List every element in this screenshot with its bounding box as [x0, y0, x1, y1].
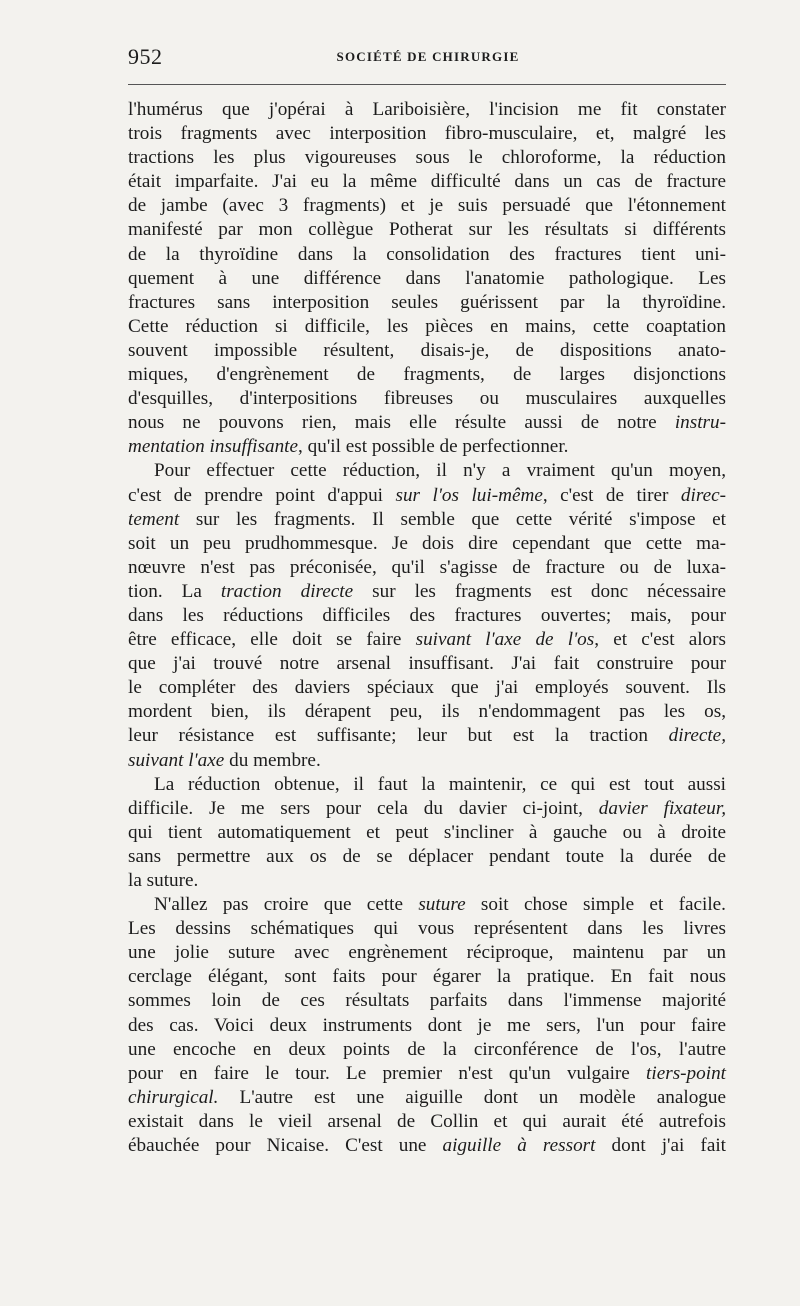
italic-run: mentation insuffisante [128, 436, 299, 458]
text-line [128, 724, 726, 748]
paragraph-1 [128, 98, 726, 459]
italic-run: sur l'os lui-même [395, 484, 543, 506]
text-run: nous ne pouvons rien, mais elle résulte aussi de notre [128, 412, 675, 434]
italic-run: suture [418, 894, 466, 916]
text-line: sommes loin de ces résultats parfaits dans l'immense majorité [128, 990, 726, 1012]
text-line [128, 1062, 726, 1086]
text-run: N'allez pas croire que cette [154, 894, 419, 916]
paragraph-2 [128, 459, 726, 772]
text-run: soit chose simple et facile. [465, 894, 726, 916]
text-line: de jambe (avec 3 fragments) et je suis persuadé que l'étonnement [128, 195, 726, 217]
text-line: une encoche en deux points de la circonférence de l'os, l'autre [128, 1038, 726, 1060]
text-line [128, 1134, 726, 1158]
text-line [128, 893, 726, 917]
text-line: trois fragments avec interposition fibro-musculaire, et, malgré les [128, 123, 726, 145]
italic-run: suivant l'axe [128, 749, 225, 771]
text-run: sur les fragments. Il semble que cette vérité s'impose et [179, 508, 726, 530]
italic-run: suivant l'axe de l'os [415, 629, 595, 651]
text-line: que j'ai trouvé notre arsenal insuffisant. J'ai fait construire pour [128, 653, 726, 675]
text-run: du membre. [224, 749, 321, 771]
text-run: , c'est de tirer [542, 484, 681, 506]
text-line: était imparfaite. J'ai eu la même difficulté dans un cas de fracture [128, 171, 726, 193]
paragraph-3 [128, 773, 726, 893]
text-line: quement à une différence dans l'anatomie pathologique. Les [128, 267, 726, 289]
paragraph-4 [128, 893, 726, 1158]
text-run: , et c'est alors [594, 629, 727, 651]
italic-run: tement [128, 508, 180, 530]
text-run: ébauchée pour Nicaise. C'est une [128, 1135, 443, 1157]
text-run: leur résistance est suffisante; leur but est la traction [128, 725, 669, 747]
text-line [128, 628, 726, 652]
text-line [128, 508, 726, 532]
text-run: pour en faire le tour. Le premier n'est qu'un vulgaire [128, 1062, 647, 1084]
italic-run: chirurgical. [128, 1086, 219, 1108]
text-run: dont j'ai fait [595, 1135, 726, 1157]
text-line: fractures sans interposition seules guérissent par la thyroïdine. [128, 291, 726, 313]
text-line: le compléter des daviers spéciaux que j'ai employés souvent. Ils [128, 677, 726, 699]
text-run: tion. La [128, 580, 221, 602]
text-line: la suture. [128, 870, 199, 891]
text-line: de la thyroïdine dans la consolidation des fractures tient uni- [128, 243, 726, 265]
text-line: Les dessins schématiques qui vous représentent dans les livres [128, 918, 726, 940]
italic-run: traction directe [220, 580, 354, 602]
text-line: soit un peu prudhommesque. Je dois dire cependant que cette ma- [128, 532, 726, 554]
body-text [128, 98, 726, 1158]
running-head: SOCIÉTÉ DE CHIRURGIE [336, 49, 520, 64]
text-line: La réduction obtenue, il faut la maintenir, ce qui est tout aussi [154, 773, 726, 795]
italic-run: tiers-point [646, 1062, 726, 1084]
text-run: L'autre est une aiguille dont un modèle analogue [218, 1086, 726, 1108]
text-line: manifesté par mon collègue Potherat sur les résultats si différents [128, 219, 726, 241]
text-line [128, 411, 726, 435]
text-line: des cas. Voici deux instruments dont je me sers, l'un pour faire [128, 1014, 726, 1036]
italic-run: directe, [668, 725, 726, 747]
text-line [128, 1086, 726, 1110]
header-rule [128, 84, 726, 85]
text-line: tractions les plus vigoureuses sous le chloroforme, la réduction [128, 147, 726, 169]
text-line: souvent impossible résultent, disais-je, de dispositions anato- [128, 339, 726, 361]
text-line [128, 749, 726, 773]
text-line: une jolie suture avec engrènement réciproque, maintenu par un [128, 942, 726, 964]
italic-run: direc- [680, 484, 726, 506]
text-line: Pour effectuer cette réduction, il n'y a vraiment qu'un moyen, [154, 460, 726, 482]
text-run: difficile. Je me sers pour cela du davier ci-joint, [128, 797, 599, 819]
text-run: c'est de prendre point d'appui [128, 484, 396, 506]
text-line: Cette réduction si difficile, les pièces en mains, cette coaptation [128, 315, 726, 337]
italic-run: instru- [674, 412, 726, 434]
page-header [128, 44, 728, 74]
text-line: l'humérus que j'opérai à Lariboisière, l'incision me fit constater [128, 99, 726, 120]
text-line [128, 580, 726, 604]
text-line [128, 435, 726, 459]
text-line [128, 797, 726, 821]
text-run: , qu'il est possible de perfectionner. [298, 436, 569, 458]
text-line: dans les réductions difficiles des fractures ouvertes; mais, pour [128, 604, 726, 626]
text-line: miques, d'engrènement de fragments, de larges disjonctions [128, 364, 726, 386]
text-line: d'esquilles, d'interpositions fibreuses ou musculaires auxquelles [128, 388, 726, 410]
page-number: 952 [128, 44, 163, 69]
text-line: mordent bien, ils dérapent peu, ils n'endommagent pas les os, [128, 701, 726, 723]
italic-run: aiguille à ressort [442, 1135, 596, 1157]
text-run: sur les fragments est donc nécessaire [353, 580, 726, 602]
text-line: qui tient automatiquement et peut s'incliner à gauche ou à droite [128, 821, 726, 843]
text-run: être efficace, elle doit se faire [128, 629, 416, 651]
text-line: existait dans le vieil arsenal de Collin et qui aurait été autrefois [128, 1110, 726, 1132]
italic-run: davier fixateur, [598, 797, 726, 819]
text-line: cerclage élégant, sont faits pour égarer la pratique. En fait nous [128, 966, 726, 988]
text-line: nœuvre n'est pas préconisée, qu'il s'agisse de fracture ou de luxa- [128, 556, 726, 578]
text-line [128, 484, 726, 508]
text-line: sans permettre aux os de se déplacer pendant toute la durée de [128, 845, 726, 867]
